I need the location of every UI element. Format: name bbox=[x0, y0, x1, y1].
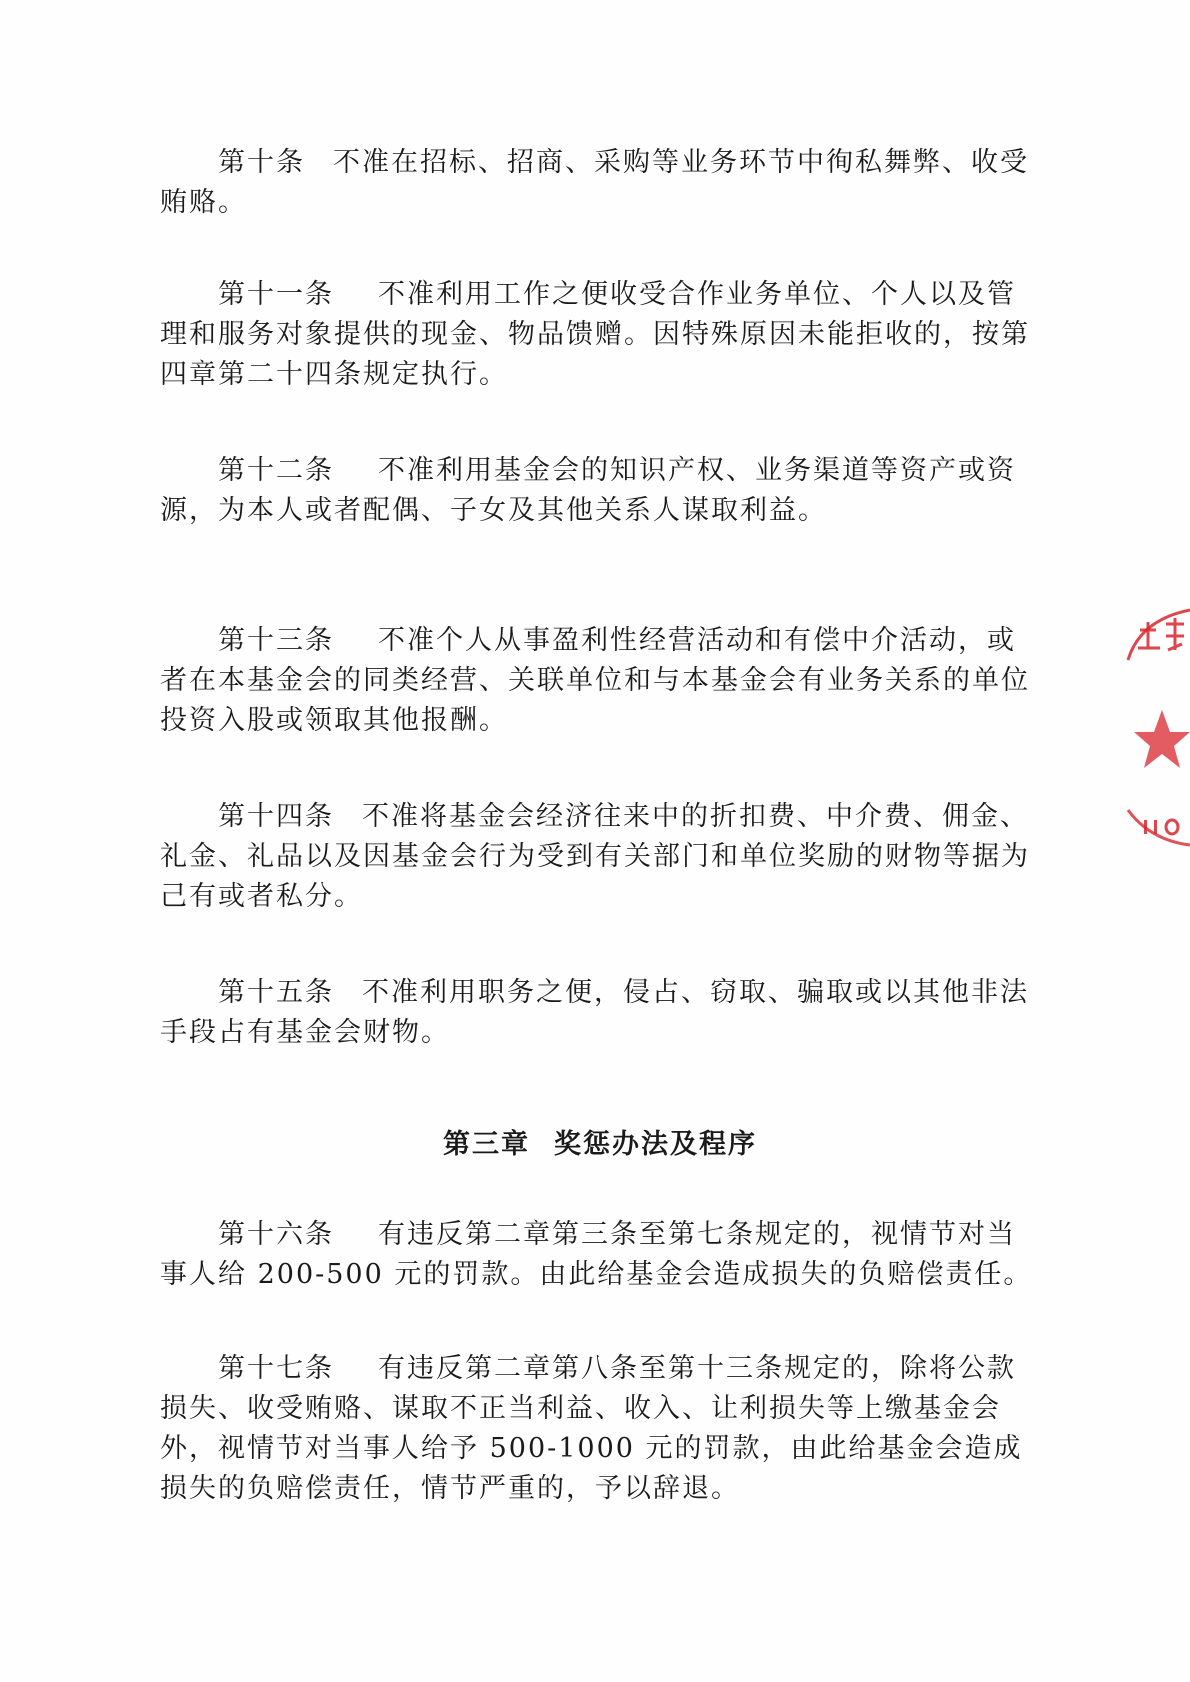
article-14 bbox=[160, 797, 1040, 917]
article-text: 不准将基金会经济往来中的折扣费、中介费、佣金、礼金、礼品以及因基金会行为受到有关部门和单位奖励的财物等据为己有或者私分。 bbox=[160, 801, 1030, 912]
article-text: 有违反第二章第三条至第七条规定的，视情节对当事人给 200-500 元的罚款。由此给基金会造成损失的负赔偿责任。 bbox=[160, 1219, 1033, 1290]
article-13 bbox=[160, 621, 1040, 741]
article-17 bbox=[160, 1349, 1040, 1509]
article-number: 第十三条 bbox=[218, 625, 334, 656]
article-text: 不准利用基金会的知识产权、业务渠道等资产或资源，为本人或者配偶、子女及其他关系人谋取利益。 bbox=[160, 455, 1016, 526]
article-number: 第十条 bbox=[218, 147, 305, 178]
article-number: 第十四条 bbox=[218, 801, 334, 832]
article-number: 第十二条 bbox=[218, 455, 334, 486]
article-12 bbox=[160, 451, 1040, 531]
chapter-title: 奖惩办法及程序 bbox=[554, 1129, 757, 1160]
article-text: 不准利用职务之便，侵占、窃取、骗取或以其他非法手段占有基金会财物。 bbox=[160, 977, 1029, 1048]
article-text: 不准在招标、招商、采购等业务环节中徇私舞弊、收受贿赂。 bbox=[160, 147, 1029, 218]
seal-icon bbox=[1120, 600, 1190, 860]
article-text: 不准个人从事盈利性经营活动和有偿中介活动，或者在本基金会的同类经营、关联单位和与本基金会有业务关系的单位投资入股或领取其他报酬。 bbox=[160, 625, 1030, 736]
article-number: 第十六条 bbox=[218, 1219, 334, 1250]
chapter-heading bbox=[160, 1125, 1040, 1165]
article-number: 第十一条 bbox=[218, 279, 334, 310]
article-text: 有违反第二章第八条至第十三条规定的，除将公款损失、收受贿赂、谋取不正当利益、收入、让利损失等上缴基金会外，视情节对当事人给予 500-1000 元的罚款，由此给基金会造成损失的负赔偿责任，情节严重的，予以辞退。 bbox=[160, 1353, 1023, 1504]
article-11 bbox=[160, 275, 1040, 395]
article-10 bbox=[160, 143, 1040, 223]
chapter-number: 第三章 bbox=[443, 1129, 530, 1160]
article-number: 第十七条 bbox=[218, 1353, 334, 1384]
article-number: 第十五条 bbox=[218, 977, 334, 1008]
article-16 bbox=[160, 1215, 1040, 1295]
article-15 bbox=[160, 973, 1040, 1053]
article-text: 不准利用工作之便收受合作业务单位、个人以及管理和服务对象提供的现金、物品馈赠。因特殊原因未能拒收的，按第四章第二十四条规定执行。 bbox=[160, 279, 1030, 390]
official-seal-fragment bbox=[1120, 600, 1190, 860]
